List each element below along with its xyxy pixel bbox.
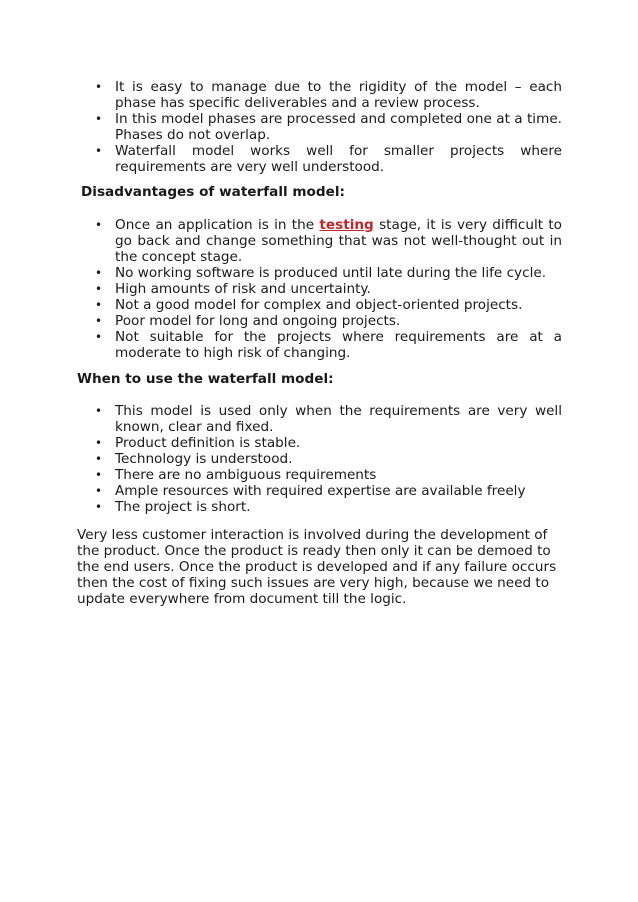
list-item [77,281,562,297]
list-item-text: It is easy to manage due to the rigidity of the model – each phase has specific deliverables and a review process. [115,79,562,111]
list-item-text-after: stage, it is very difficult to go back and change something that was not well-thought out in the concept stage. [115,217,562,265]
list-item [77,79,562,111]
list-item-text: Ample resources with required expertise are available freely [115,483,526,499]
list-item-text: Not a good model for complex and object-oriented projects. [115,297,523,313]
list-item [77,483,562,499]
bullet-icon: • [95,80,103,94]
list-item [77,313,562,329]
list-item-text: Technology is understood. [115,451,293,467]
bullet-icon: • [95,112,103,126]
list-item [77,265,562,281]
when-to-use-heading: When to use the waterfall model: [77,371,334,387]
bullet-icon: • [95,298,103,312]
bullet-icon: • [95,282,103,296]
bullet-icon: • [95,218,103,232]
list-item [77,435,562,451]
advantages-list [77,79,562,175]
list-item-text: Poor model for long and ongoing projects. [115,313,401,329]
bullet-icon: • [95,500,103,514]
list-item-text: This model is used only when the requirements are very well known, clear and fixed. [115,403,562,435]
bullet-icon: • [95,314,103,328]
list-item [77,297,562,313]
list-item-text: High amounts of risk and uncertainty. [115,281,371,297]
list-item-text: Waterfall model works well for smaller projects where requirements are very well understood. [115,143,562,175]
list-item [77,451,562,467]
testing-link[interactable]: testing [319,217,374,233]
bullet-icon: • [95,484,103,498]
list-item-text: Product definition is stable. [115,435,301,451]
bullet-icon: • [95,330,103,344]
list-item [77,143,562,175]
disadvantages-list [77,217,562,361]
closing-paragraph: Very less customer interaction is involved during the development of the product. Once the product is ready then only it can be demoed to the end users. Once the product is developed and if any failure occurs then the cost of fixing such issues are very high, because we need to update everywhere from document till the logic. [77,527,557,607]
list-item [77,403,562,435]
list-item [77,499,562,515]
bullet-icon: • [95,436,103,450]
when-to-use-list [77,403,562,515]
list-item [77,329,562,361]
list-item [77,467,562,483]
list-item-text: The project is short. [115,499,251,515]
bullet-icon: • [95,404,103,418]
list-item-text: There are no ambiguous requirements [115,467,377,483]
bullet-icon: • [95,452,103,466]
list-item-text-before: Once an application is in the [115,217,320,233]
list-item-text: In this model phases are processed and completed one at a time. Phases do not overlap. [115,111,562,143]
list-item-text: No working software is produced until late during the life cycle. [115,265,547,281]
list-item [77,111,562,143]
list-item-text: Not suitable for the projects where requirements are at a moderate to high risk of changing. [115,329,562,361]
list-item [77,217,562,265]
disadvantages-heading: Disadvantages of waterfall model: [81,184,345,200]
bullet-icon: • [95,266,103,280]
bullet-icon: • [95,144,103,158]
bullet-icon: • [95,468,103,482]
